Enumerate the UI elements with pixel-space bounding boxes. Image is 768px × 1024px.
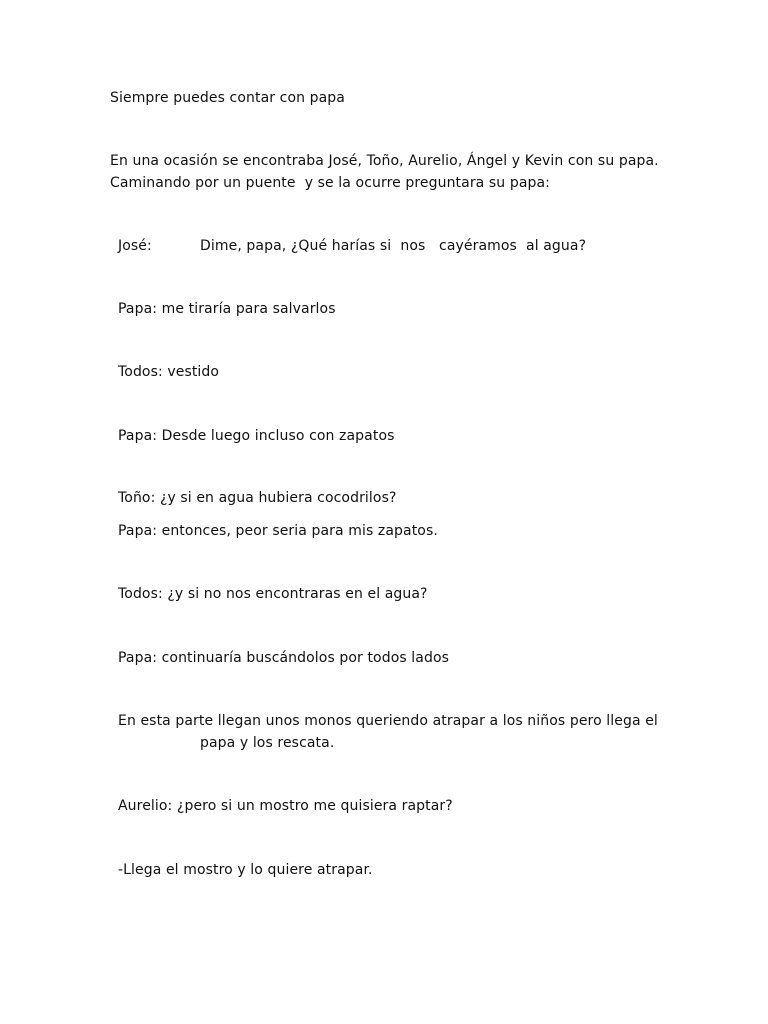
intro-line-1: En una ocasión se encontraba José, Toño, Aurelio, Ángel y Kevin con su papa. (110, 153, 659, 169)
dialogue-line: Todos: ¿y si no nos encontraras en el agua? (118, 586, 428, 602)
dialogue-line: Todos: vestido (118, 364, 220, 380)
dialogue-line: Papa: entonces, peor seria para mis zapatos. (118, 523, 438, 539)
document-title: Siempre puedes contar con papa (110, 90, 345, 106)
dialogue-line: Aurelio: ¿pero si un mostro me quisiera raptar? (118, 798, 453, 814)
stage-direction: -Llega el mostro y lo quiere atrapar. (118, 862, 373, 878)
dialogue-line: Papa: Desde luego incluso con zapatos (118, 428, 395, 444)
narration-line-1: En esta parte llegan unos monos queriendo atrapar a los niños pero llega el (118, 713, 658, 729)
dialogue-line: Toño: ¿y si en agua hubiera cocodrilos? (118, 490, 397, 506)
dialogue-text-jose: Dime, papa, ¿Qué harías si nos cayéramos al agua? (200, 238, 587, 254)
dialogue-speaker-jose: José: (118, 238, 152, 254)
narration-line-2: papa y los rescata. (200, 735, 335, 751)
dialogue-line: Papa: continuaría buscándolos por todos lados (118, 650, 450, 666)
dialogue-line: Papa: me tiraría para salvarlos (118, 301, 336, 317)
intro-line-2: Caminando por un puente y se la ocurre preguntara su papa: (110, 175, 550, 191)
